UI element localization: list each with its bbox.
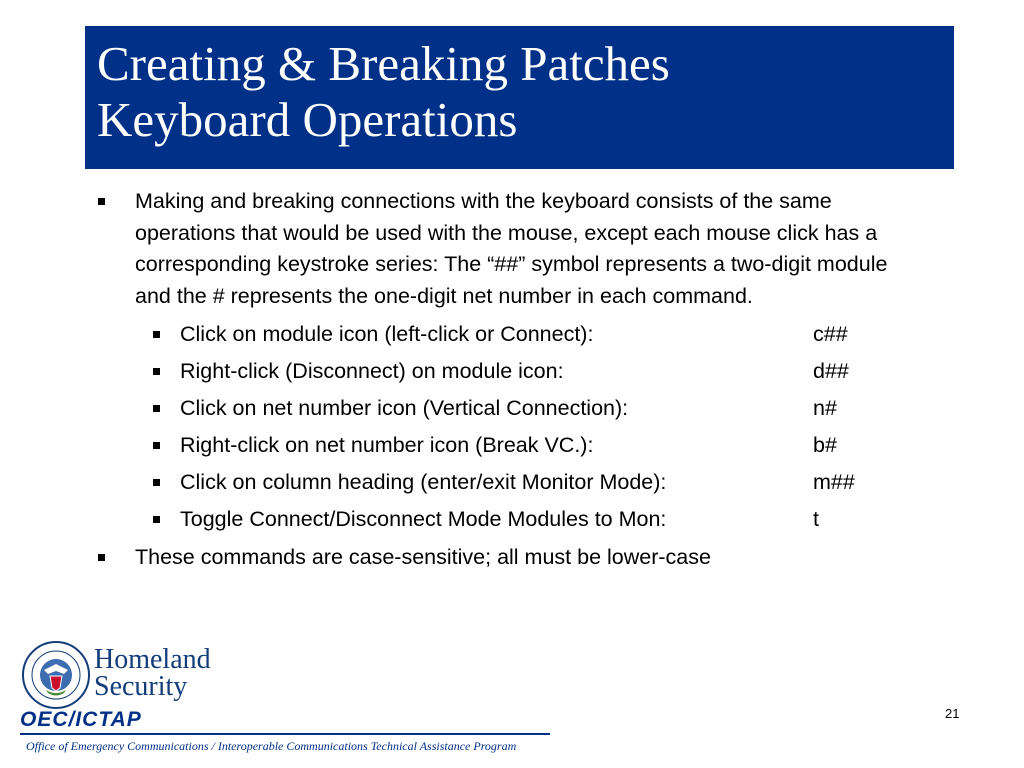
page-number: 21: [945, 706, 960, 721]
command-label: Right-click on net number icon (Break VC.):: [180, 433, 594, 457]
title-line-2: Keyboard Operations: [97, 92, 518, 147]
bullet-square-icon: [153, 405, 160, 412]
command-label: Right-click (Disconnect) on module icon:: [180, 359, 564, 383]
command-key: m##: [813, 470, 855, 494]
command-item: [98, 464, 928, 501]
command-label: Click on column heading (enter/exit Monitor Mode):: [180, 470, 667, 494]
intro-text: Making and breaking connections with the keyboard consists of the same operations that would be used with the mouse, except each mouse click has a corresponding keystroke series: The “##” symbol represents a two-digit module and the # represents the one-digit net number in each command.: [135, 189, 888, 308]
command-item: [98, 353, 928, 390]
bullet-intro: [98, 186, 928, 312]
command-label: Toggle Connect/Disconnect Mode Modules to Mon:: [180, 507, 667, 531]
homeland-security-wordmark: [94, 646, 211, 700]
brand-line-1: Homeland: [94, 644, 211, 675]
bullet-square-icon: [98, 554, 105, 561]
command-key: d##: [813, 359, 849, 383]
command-item: [98, 427, 928, 464]
org-name: OEC/ICTAP: [20, 708, 142, 731]
footer-divider: [20, 733, 550, 735]
command-item: [98, 316, 928, 353]
bullet-list: [98, 186, 928, 574]
command-label: Click on module icon (left-click or Connect):: [180, 322, 594, 346]
bullet-square-icon: [153, 516, 160, 523]
title-banner: [85, 26, 954, 169]
command-key: n#: [813, 396, 837, 420]
brand-line-2: Security: [94, 671, 188, 702]
slide-title: [97, 36, 954, 148]
command-list: [98, 316, 928, 538]
program-name: Office of Emergency Communications / Interoperable Communications Technical Assistance Program: [26, 739, 517, 753]
command-key: t: [813, 507, 819, 531]
bullet-square-icon: [153, 331, 160, 338]
bullet-note: [98, 542, 928, 574]
command-label: Click on net number icon (Vertical Connection):: [180, 396, 629, 420]
title-line-1: Creating & Breaking Patches: [97, 36, 670, 91]
command-item: [98, 501, 928, 538]
bullet-square-icon: [98, 198, 105, 205]
bullet-square-icon: [153, 479, 160, 486]
command-item: [98, 390, 928, 427]
note-text: These commands are case-sensitive; all must be lower-case: [135, 545, 711, 569]
bullet-square-icon: [153, 368, 160, 375]
command-key: c##: [813, 322, 848, 346]
bullet-square-icon: [153, 442, 160, 449]
command-key: b#: [813, 433, 837, 457]
